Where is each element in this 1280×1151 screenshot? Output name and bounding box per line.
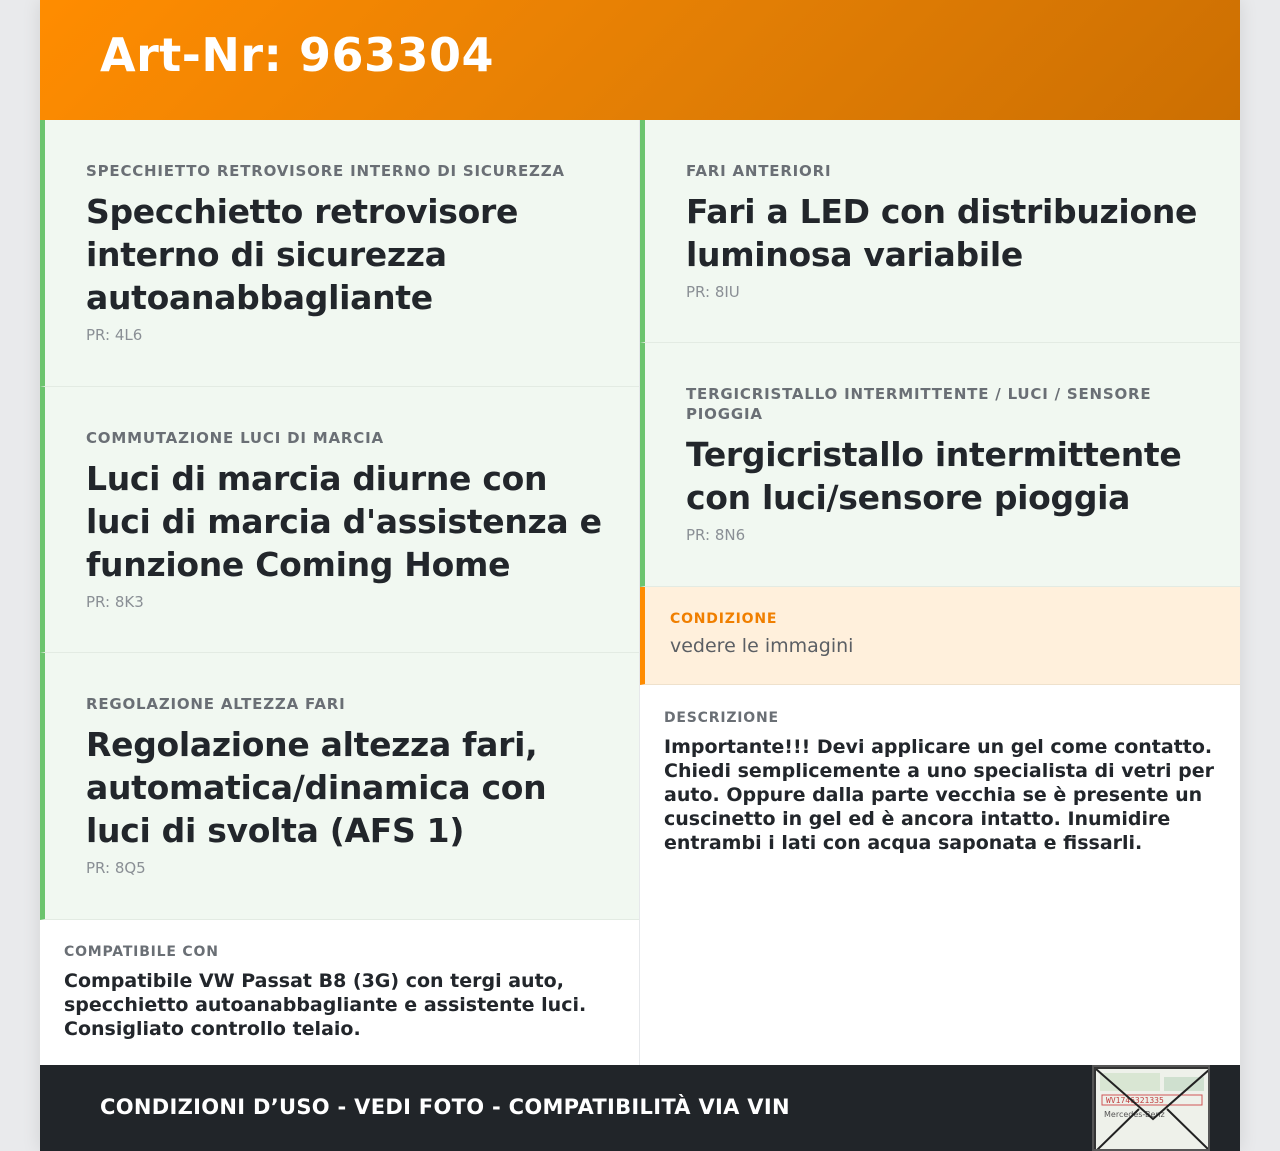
feature-pr-code: PR: 8N6: [686, 526, 746, 544]
description-section: [640, 710, 1240, 855]
right-column: [640, 120, 1240, 1065]
feature-card-headlight-adjust: [40, 653, 639, 920]
feature-category: TERGICRISTALLO INTERMITTENTE / LUCI / SENSORE PIOGGIA: [686, 385, 1152, 423]
svg-text:WV1746321335: WV1746321335: [1106, 1096, 1164, 1105]
feature-category: SPECCHIETTO RETROVISORE INTERNO DI SICUREZZA: [86, 162, 565, 180]
feature-title: Luci di marcia diurne con luci di marcia d'assistenza e funzione Coming Home: [86, 459, 602, 584]
description-text: Importante!!! Devi applicare un gel come contatto. Chiedi semplicemente a uno specialista di vetri per auto. Oppure dalla parte vecchia se è presente un cuscinetto in gel ed è ancora intatto. Inumidire entrambi i lati con acqua saponata e fissarli.: [664, 736, 1214, 854]
feature-category: FARI ANTERIORI: [686, 162, 832, 180]
condition-value: vedere le immagini: [670, 635, 854, 657]
feature-card-mirror: [40, 120, 639, 387]
svg-text:Mercedes-Benz: Mercedes-Benz: [1104, 1110, 1165, 1119]
feature-card-wiper: [640, 343, 1240, 587]
compatible-label: COMPATIBILE CON: [64, 944, 219, 960]
article-number-title: Art-Nr: 963304: [100, 28, 495, 82]
feature-title: Specchietto retrovisore interno di sicurezza autoanabbagliante: [86, 192, 519, 317]
feature-category: COMMUTAZIONE LUCI DI MARCIA: [86, 429, 384, 447]
left-column: [40, 120, 640, 1065]
condition-label: CONDIZIONE: [670, 611, 778, 627]
feature-pr-code: PR: 8K3: [86, 593, 144, 611]
feature-title: Fari a LED con distribuzione luminosa variabile: [686, 192, 1198, 274]
product-thumbnail[interactable]: [1092, 1065, 1210, 1151]
feature-card-lights: [40, 387, 639, 653]
header-bar: [40, 0, 1240, 120]
content-grid: [40, 120, 1240, 1065]
feature-pr-code: PR: 8IU: [686, 283, 740, 301]
condition-box: [640, 587, 1240, 685]
feature-pr-code: PR: 4L6: [86, 326, 143, 344]
feature-card-headlights: [640, 120, 1240, 343]
feature-pr-code: PR: 8Q5: [86, 859, 146, 877]
envelope-thumbnail-icon: [1094, 1067, 1210, 1151]
feature-title: Tergicristallo intermittente con luci/sensore pioggia: [686, 435, 1182, 517]
feature-title: Regolazione altezza fari, automatica/dinamica con luci di svolta (AFS 1): [86, 725, 547, 850]
compatible-section: [40, 944, 640, 1041]
page: [40, 0, 1240, 1151]
footer-bar: [40, 1065, 1240, 1151]
footer-links[interactable]: CONDIZIONI D’USO - VEDI FOTO - COMPATIBILITÀ VIA VIN: [100, 1095, 790, 1119]
compatible-text: Compatibile VW Passat B8 (3G) con tergi auto, specchietto autoanabbagliante e assistente luci. Consigliato controllo telaio.: [64, 970, 587, 1040]
description-label: DESCRIZIONE: [664, 710, 779, 726]
feature-category: REGOLAZIONE ALTEZZA FARI: [86, 695, 346, 713]
